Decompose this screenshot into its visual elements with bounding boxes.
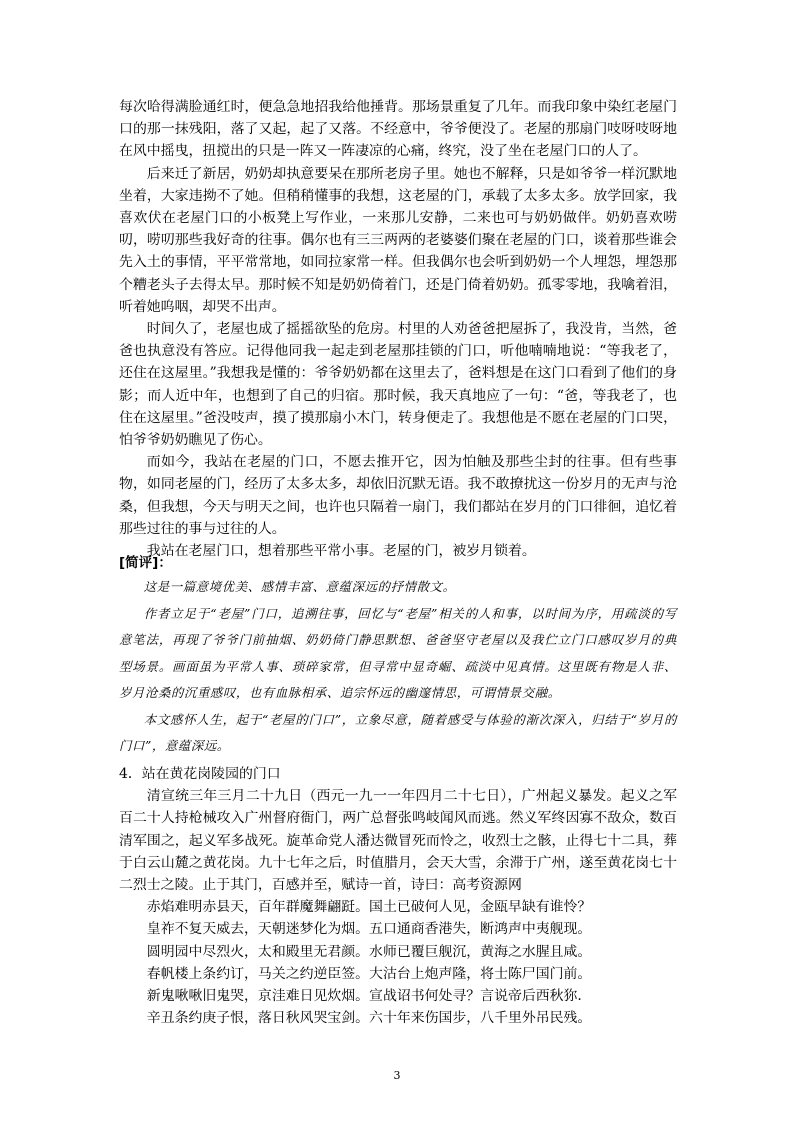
essay-paragraph-5: 我站在老屋门口，想着那些平常小事。老屋的门，被岁月锁着。 xyxy=(146,543,536,560)
review-paragraph-3: 本文感怀人生，起于“老屋的门口”，立象尽意，随着感受与体验的渐次深入，归结于“岁月的门口”，意蕴深远。 xyxy=(119,711,677,753)
section-title: 4．站在黄花岗陵园的门口 xyxy=(119,766,281,782)
poem-line: 辛丑条约庚子恨，落日秋风哭宝剑。六十年来伤国步，八千里外吊民残。 xyxy=(146,1010,592,1027)
review-heading: [简评]： xyxy=(119,555,172,571)
poem-line: 皇祚不复天威去，天朝迷梦化为烟。五口通商香港失，断鸿声中夷舰现。 xyxy=(146,921,592,938)
poem-line: 新鬼啾啾旧鬼哭，京洼难日见炊烟。宣战诏书何处寻？言说帝后西秋狝. xyxy=(146,988,582,1005)
poem-line: 赤焰难明赤县天，百年群魔舞翩跹。国土已破何人见，金瓯早缺有谁怜？ xyxy=(146,899,592,916)
essay-paragraph-4: 而如今，我站在老屋的门口，不愿去推开它，因为怕触及那些尘封的往事。但有些事物，如同老屋的门，经历了太多太多，却依旧沉默无语。我不敢撩扰这一份岁月的无声与沧桑，但我想，今天与明天之间，也许也只隔着一扇门，我们都站在岁月的门口徘徊，追忆着那些过往的事与过往的人。 xyxy=(119,454,677,537)
poem-line: 春帆楼上条约订，马关之约逆臣签。大沽台上炮声隆，将士陈尸国门前。 xyxy=(146,965,592,982)
essay-paragraph-1: 每次哈得满脸通红时，便急急地招我给他捶背。那场景重复了几年。而我印象中染红老屋门口的那一抹残阳，落了又起，起了又落。不经意中，爷爷便没了。老屋的那扇门吱呀吱呀地在风中摇曳，扭搅出的只是一阵又一阵凄凉的心痛，终究，没了坐在老屋门口的人了。 xyxy=(119,99,677,160)
review-paragraph-2: 作者立足于“老屋”门口，追溯往事，回忆与“老屋”相关的人和事，以时间为序，用疏淡的写意笔法，再现了爷爷门前抽烟、奶奶倚门静思默想、爸爸坚守老屋以及我伫立门口感叹岁月的典型场景。画面虽为平常人事、琐碎家常，但寻常中显奇崛、疏淡中见真情。这里既有物是人非、岁月沧桑的沉重感叹，也有血脉相承、追宗怀远的幽邃情思，可谓情景交融。 xyxy=(119,605,677,700)
page-number: 3 xyxy=(393,1069,401,1082)
essay-paragraph-2: 后来迁了新居，奶奶却执意要呆在那所老房子里。她也不解释，只是如爷爷一样沉默地坐着，大家违拗不了她。但稍稍懂事的我想，这老屋的门，承载了太多太多。放学回家，我喜欢伏在老屋门口的小板凳上写作业，一来那儿安静，二来也可与奶奶做伴。奶奶喜欢唠叨，唠叨那些我好奇的往事。偶尔也有三三两两的老婆婆们聚在老屋的门口，谈着那些谁会先入土的事情，平平常常地，如同拉家常一样。但我偶尔也会听到奶奶一个人埋怨，埋怨那个糟老头子去得太早。那时候不知是奶奶倚着门，还是门倚着奶奶。孤零零地，我噙着泪，听着她呜咽，却哭不出声。 xyxy=(119,165,677,315)
poem-line: 圆明园中尽烈火，太和殿里无君颜。水师已覆巨舰沉，黄海之水腥且咸。 xyxy=(146,943,592,960)
poem xyxy=(119,896,677,1029)
review-paragraph-1: 这是一篇意境优美、感情丰富、意蕴深远的抒情散文。 xyxy=(143,579,456,594)
article-section xyxy=(119,763,677,1029)
essay-paragraph-3: 时间久了，老屋也成了摇摇欲坠的危房。村里的人劝爸爸把屋拆了，我没肯，当然，爸爸也执意没有答应。记得他同我一起走到老屋那挂锁的门口，听他喃喃地说：“等我老了，还住在这屋里。”我想我是懂的：爷爷奶奶都在这里去了，爸料想是在这门口看到了他们的身影；而人近中年，也想到了自己的归宿。那时候，我天真地应了一句：“爸，等我老了，也住在这屋里。”爸没吱声，摸了摸那扇小木门，转身便走了。我想他是不愿在老屋的门口哭，怕爷爷奶奶瞧见了伤心。 xyxy=(119,321,677,449)
review-section xyxy=(119,552,677,760)
section-intro: 清宣统三年三月二十九日（西元一九一一年四月二十七日），广州起义暴发。起义之军百二十人持枪械攻入广州督府衙门，两广总督张鸣岐闻风而逃。然义军终因寡不敌众，数百清军围之，起义军多战死。旋革命党人潘达微冒死而怜之，收烈士之骸，止得七十二具，葬于白云山麓之黄花岗。九十七年之后，时值腊月，会天大雪，余滞于广州，遂至黄花岗七十二烈士之陵。止于其门，百感并至，赋诗一首，诗曰：高考资源网 xyxy=(119,788,677,894)
essay-body xyxy=(119,96,677,562)
